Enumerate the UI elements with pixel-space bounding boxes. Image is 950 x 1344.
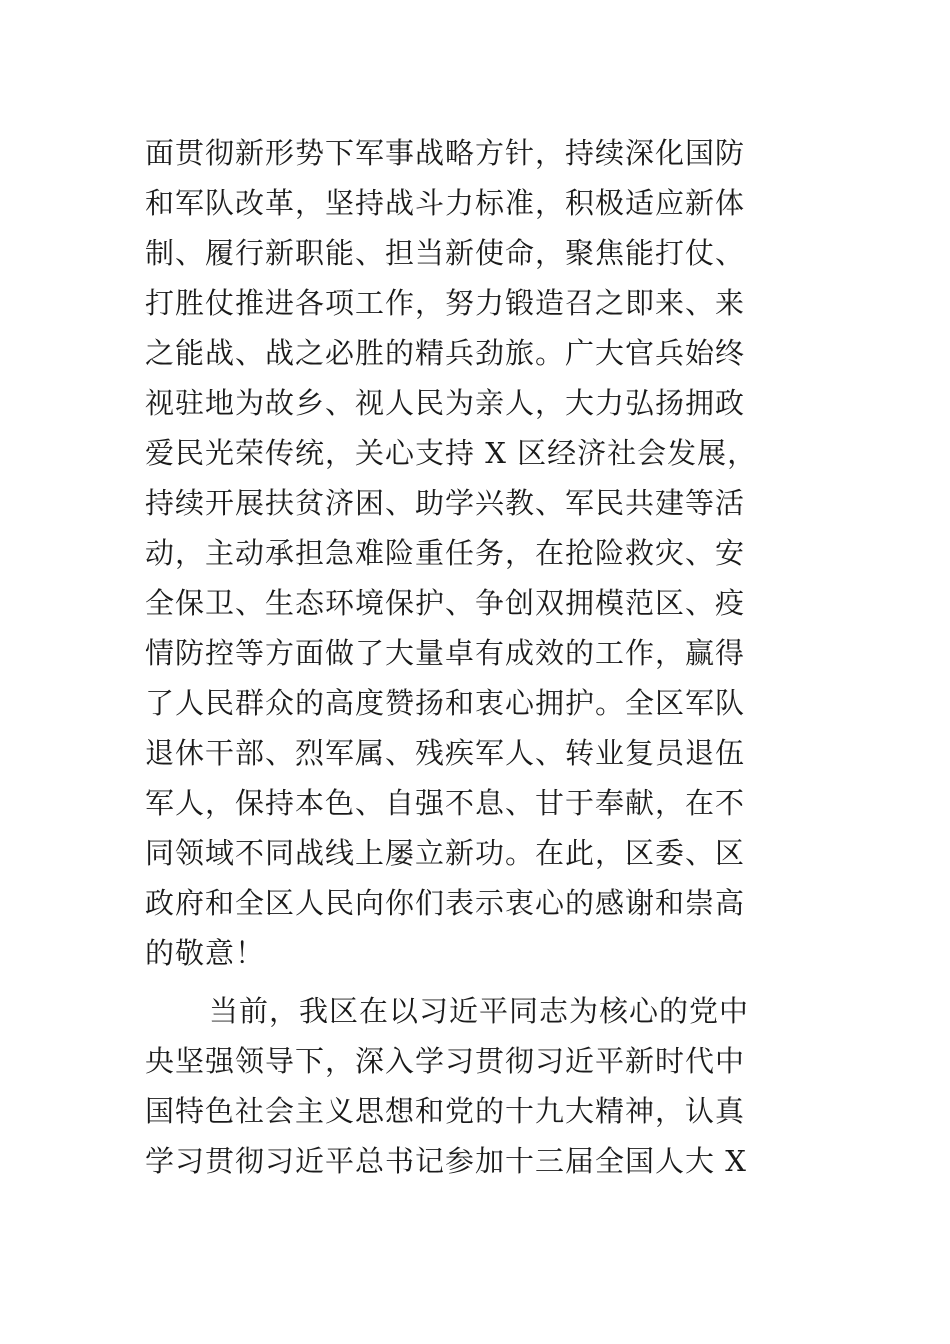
paragraph-line: 的敬意！ (145, 936, 266, 970)
paragraph-2 (145, 986, 810, 1186)
paragraph-line: 退休干部、烈军属、残疾军人、转业复员退伍 (145, 736, 746, 770)
paragraph-line: 制、履行新职能、担当新使命，聚焦能打仗、 (145, 236, 746, 270)
paragraph-line: 学习贯彻习近平总书记参加十三届全国人大 X (145, 1144, 747, 1178)
paragraph-line: 央坚强领导下，深入学习贯彻习近平新时代中 (145, 1044, 746, 1078)
paragraph-line: 视驻地为故乡、视人民为亲人，大力弘扬拥政 (145, 386, 746, 420)
paragraph-line: 和军队改革，坚持战斗力标准，积极适应新体 (145, 186, 746, 220)
paragraph-line: 军人，保持本色、自强不息、甘于奉献，在不 (145, 786, 746, 820)
paragraph-1 (145, 128, 810, 978)
paragraph-line: 政府和全区人民向你们表示衷心的感谢和崇高 (145, 886, 746, 920)
paragraph-line: 全保卫、生态环境保护、争创双拥模范区、疫 (145, 586, 746, 620)
paragraph-line: 面贯彻新形势下军事战略方针，持续深化国防 (145, 136, 746, 170)
paragraph-line: 国特色社会主义思想和党的十九大精神，认真 (145, 1094, 746, 1128)
paragraph-line: 持续开展扶贫济困、助学兴教、军民共建等活 (145, 486, 746, 520)
paragraph-line: 动，主动承担急难险重任务，在抢险救灾、安 (145, 536, 746, 570)
paragraph-line: 同领域不同战线上屡立新功。在此，区委、区 (145, 836, 746, 870)
paragraph-line: 情防控等方面做了大量卓有成效的工作，赢得 (145, 636, 746, 670)
paragraph-line: 之能战、战之必胜的精兵劲旅。广大官兵始终 (145, 336, 746, 370)
paragraph-line: 打胜仗推进各项工作，努力锻造召之即来、来 (145, 286, 746, 320)
paragraph-line: 了人民群众的高度赞扬和衷心拥护。全区军队 (145, 686, 746, 720)
paragraph-line: 爱民光荣传统，关心支持 X 区经济社会发展， (145, 436, 758, 470)
paragraph-line: 当前，我区在以习近平同志为核心的党中 (209, 994, 750, 1028)
